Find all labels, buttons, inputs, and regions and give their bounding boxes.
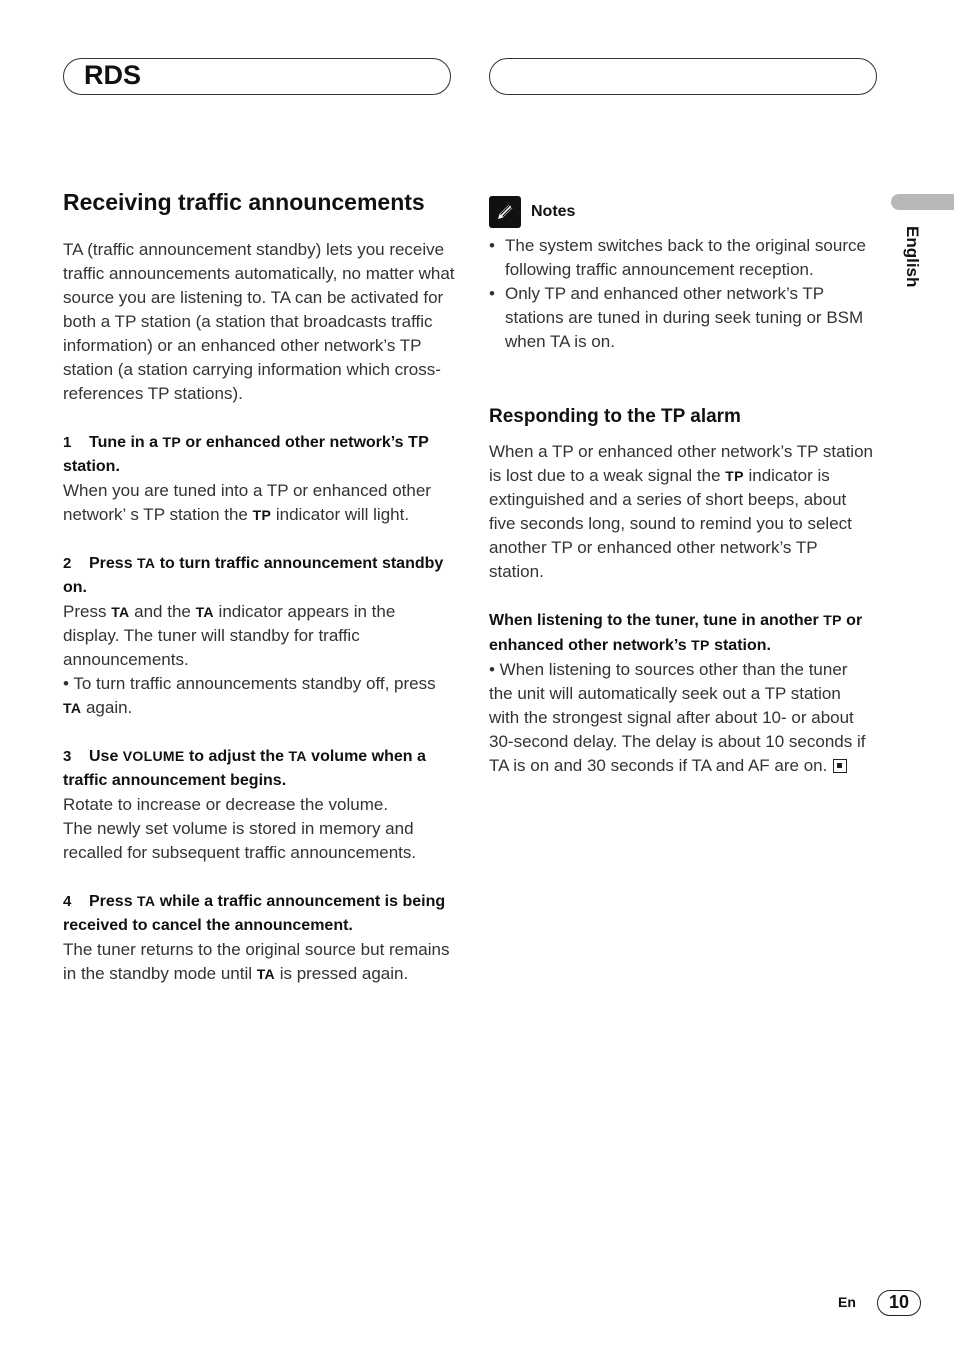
header-section-box xyxy=(63,58,451,95)
section-subtitle: Responding to the TP alarm xyxy=(489,406,741,427)
tag-tp: TP xyxy=(725,468,744,484)
step-3-heading: 3 Use VOLUME to adjust the TA volume when a traffic announcement begins. xyxy=(63,744,455,793)
right-column xyxy=(489,196,875,778)
tp-alarm-paragraph: When a TP or enhanced other network’s TP station is lost due to a weak signal the TP indicator is extinguished and a series of short beeps, about five seconds long, sound to remind you to select another TP or enhanced other network’s TP station. xyxy=(489,442,873,581)
step-3-body-2: The newly set volume is stored in memory and recalled for subsequent traffic announcements. xyxy=(63,819,417,862)
step-2-bullet: • To turn traffic announcements standby off, press TA again. xyxy=(63,674,436,717)
tag-ta: TA xyxy=(137,893,156,909)
header-empty-box xyxy=(489,58,877,95)
tuner-paragraph: • When listening to sources other than the tuner the unit will automatically seek out a TP station with the strongest signal after about 10- or about 30-second delay. The delay is about 10 seconds if TA is on and 30 seconds if TA and AF are on. xyxy=(489,660,866,775)
tag-tp: TP xyxy=(252,507,272,523)
tag-tp: TP xyxy=(691,637,710,653)
side-language-label: English xyxy=(903,226,922,288)
step-1-body: When you are tuned into a TP or enhanced other network’ s TP station the TP indicator will light. xyxy=(63,481,431,524)
tag-ta: TA xyxy=(137,555,156,571)
tag-ta: TA xyxy=(63,700,82,716)
step-1-heading: 1 Tune in a TP or enhanced other network’s TP station. xyxy=(63,430,455,479)
step-number: 4 xyxy=(63,893,72,910)
tag-ta: TA xyxy=(111,604,130,620)
step-number: 3 xyxy=(63,748,72,765)
step-4-body: The tuner returns to the original source but remains in the standby mode until TA is pressed again. xyxy=(63,940,450,983)
note-item: • Only TP and enhanced other network’s TP stations are tuned in during seek tuning or BSM when TA is on. xyxy=(489,284,864,351)
page-title: Receiving traffic announcements xyxy=(63,189,425,215)
tag-tp: TP xyxy=(162,434,181,450)
tag-ta: TA xyxy=(288,748,307,764)
step-3-body-1: Rotate to increase or decrease the volume. xyxy=(63,795,389,814)
left-column xyxy=(63,186,455,986)
notes-header xyxy=(489,196,875,228)
page-number: 10 xyxy=(877,1290,921,1316)
tag-volume: VOLUME xyxy=(122,748,185,764)
step-2-body: Press TA and the TA indicator appears in the display. The tuner will standby for traffic announcements. xyxy=(63,602,396,669)
tag-ta: TA xyxy=(195,604,214,620)
pencil-note-icon xyxy=(489,196,521,228)
step-4-heading: 4 Press TA while a traffic announcement is being received to cancel the announcement. xyxy=(63,889,455,938)
note-item: • The system switches back to the original source following traffic announcement reception. xyxy=(489,236,866,279)
step-2-heading: 2 Press TA to turn traffic announcement standby on. xyxy=(63,551,455,600)
end-mark-icon xyxy=(833,759,847,773)
footer-language-code: En xyxy=(838,1294,856,1310)
step-number: 2 xyxy=(63,555,72,572)
intro-paragraph: TA (traffic announcement standby) lets you receive traffic announcements automatically, no matter what source you are listening to. TA can be activated for both a TP station (a station that broadcasts traffic information) or an enhanced other network’s TP station (a station carrying information which cross-references TP stations). xyxy=(63,240,455,403)
tag-tp: TP xyxy=(408,434,430,451)
tag-tp: TP xyxy=(823,612,842,628)
section-title: RDS xyxy=(84,60,142,90)
step-number: 1 xyxy=(63,434,72,451)
tag-ta: TA xyxy=(256,966,275,982)
notes-label: Notes xyxy=(531,203,576,220)
tuner-heading: When listening to the tuner, tune in another TP or enhanced other network’s TP station. xyxy=(489,612,863,654)
side-language-tab xyxy=(891,194,954,210)
